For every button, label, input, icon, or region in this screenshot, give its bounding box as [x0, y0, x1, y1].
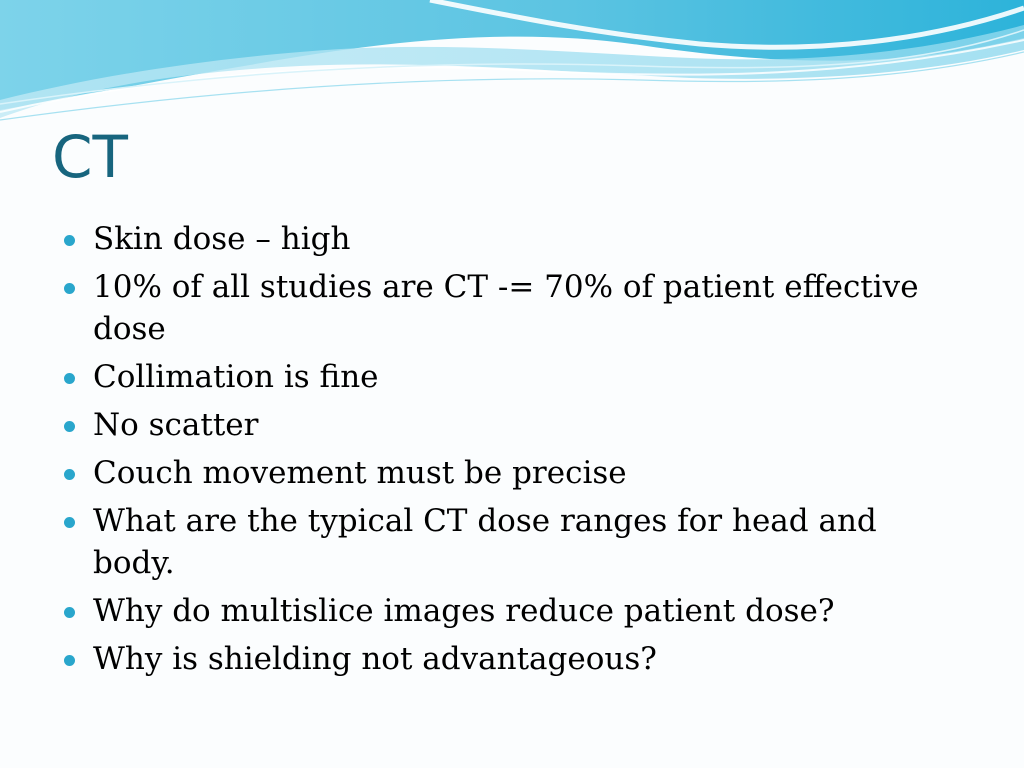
- bullet-item: 10% of all studies are CT -= 70% of patient effective dose: [62, 266, 942, 350]
- wave-header-decoration: [0, 0, 1024, 130]
- slide-title: CT: [52, 123, 128, 191]
- bullet-item: No scatter: [62, 404, 942, 446]
- bullet-list: [62, 218, 942, 686]
- bullet-item: Couch movement must be precise: [62, 452, 942, 494]
- bullet-item: Why do multislice images reduce patient dose?: [62, 590, 942, 632]
- bullet-item: What are the typical CT dose ranges for head and body.: [62, 500, 942, 584]
- bullet-item: Skin dose – high: [62, 218, 942, 260]
- bullet-item: Collimation is fine: [62, 356, 942, 398]
- bullet-item: Why is shielding not advantageous?: [62, 638, 942, 680]
